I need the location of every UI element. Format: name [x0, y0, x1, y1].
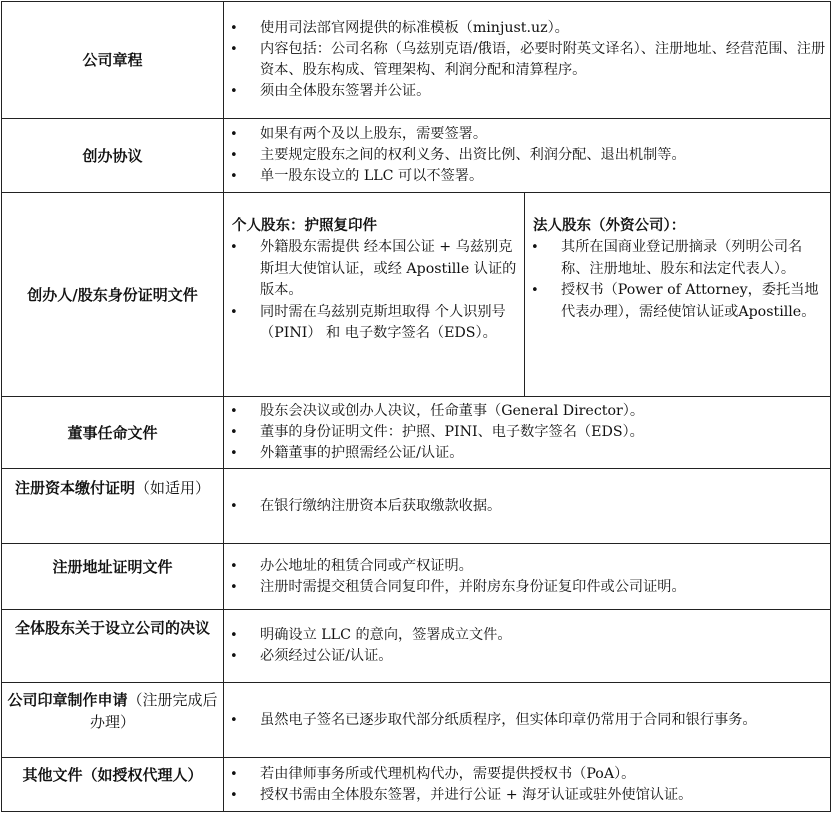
bullet-list [224, 401, 830, 464]
row-label: 其他文件（如授权代理人） [2, 758, 224, 812]
individual-shareholder-panel [224, 193, 525, 396]
corporate-shareholder-heading: 法人股东（外资公司）： [533, 218, 686, 234]
list-item: • 明确设立 LLC 的意向，签署成立文件。 [260, 625, 830, 646]
list-item: • 须由全体股东签署并公证。 [260, 81, 830, 102]
bullet-list [224, 18, 830, 102]
bullet-list [525, 237, 830, 323]
row-content [224, 610, 831, 683]
list-item: • 董事的身份证明文件：护照、PINI、电子数字签名（EDS）。 [260, 422, 830, 443]
row-content [224, 2, 831, 119]
row-label: 全体股东关于设立公司的决议 [2, 610, 224, 683]
row-label: 注册资本缴付证明（如适用） [2, 469, 224, 544]
list-item: • 在银行缴纳注册资本后获取缴款收据。 [260, 496, 830, 517]
row-content [224, 119, 831, 193]
list-item: • 外籍股东需提供 经本国公证 + 乌兹别克斯坦大使馆认证，或经 Apostille 认证的版本。 [260, 237, 524, 302]
corporate-shareholder-panel [525, 193, 831, 396]
list-item: • 内容包括：公司名称（乌兹别克语/俄语，必要时附英文译名）、注册地址、经营范围、注册资本、股东构成、管理架构、利润分配和清算程序。 [260, 39, 830, 81]
table-row [2, 544, 831, 610]
list-item: • 授权书（Power of Attorney，委托当地代表办理），需经使馆认证或Apostille。 [561, 280, 830, 323]
list-item: • 必须经过公证/认证。 [260, 646, 830, 667]
table-row [2, 397, 831, 469]
list-item: • 同时需在乌兹别克斯坦取得 个人识别号（PINI） 和 电子数字签名（EDS）。 [260, 302, 524, 345]
row-content [224, 758, 831, 812]
table-row [2, 119, 831, 193]
list-item: • 办公地址的租赁合同或产权证明。 [260, 556, 830, 577]
list-item: • 虽然电子签名已逐步取代部分纸质程序，但实体印章仍常用于合同和银行事务。 [260, 710, 830, 731]
row-content [224, 469, 831, 544]
list-item: • 主要规定股东之间的权利义务、出资比例、利润分配、退出机制等。 [260, 145, 830, 166]
list-item: • 注册时需提交租赁合同复印件，并附房东身份证复印件或公司证明。 [260, 577, 830, 598]
shareholder-split [224, 193, 830, 396]
bullet-list [224, 124, 830, 187]
bullet-list [224, 237, 524, 345]
bullet-list [224, 496, 830, 517]
list-item: • 外籍董事的护照需经公证/认证。 [260, 443, 830, 464]
list-item: • 其所在国商业登记册摘录（列明公司名称、注册地址、股东和法定代表人）。 [561, 237, 830, 280]
list-item: • 单一股东设立的 LLC 可以不签署。 [260, 166, 830, 187]
bullet-list [224, 710, 830, 731]
row-content [224, 683, 831, 758]
individual-shareholder-heading: 个人股东：护照复印件 [232, 218, 377, 234]
table-row [2, 469, 831, 544]
table-row [2, 758, 831, 812]
row-label: 创办人/股东身份证明文件 [2, 193, 224, 397]
list-item: • 股东会决议或创办人决议，任命董事（General Director）。 [260, 401, 830, 422]
bullet-list [224, 764, 830, 806]
row-label: 注册地址证明文件 [2, 544, 224, 610]
table-row [2, 610, 831, 683]
list-item: • 如果有两个及以上股东，需要签署。 [260, 124, 830, 145]
list-item: • 使用司法部官网提供的标准模板（minjust.uz）。 [260, 18, 830, 39]
row-label: 董事任命文件 [2, 397, 224, 469]
row-label: 公司章程 [2, 2, 224, 119]
list-item: • 若由律师事务所或代理机构代办，需要提供授权书（PoA）。 [260, 764, 830, 785]
row-content [224, 193, 831, 397]
table-row [2, 193, 831, 397]
list-item: • 授权书需由全体股东签署，并进行公证 + 海牙认证或驻外使馆认证。 [260, 785, 830, 806]
table-row [2, 2, 831, 119]
table-row [2, 683, 831, 758]
requirements-table [1, 1, 831, 812]
bullet-list [224, 625, 830, 667]
row-label: 创办协议 [2, 119, 224, 193]
row-label: 公司印章制作申请（注册完成后办理） [2, 683, 224, 758]
bullet-list [224, 556, 830, 598]
row-content [224, 397, 831, 469]
row-content [224, 544, 831, 610]
